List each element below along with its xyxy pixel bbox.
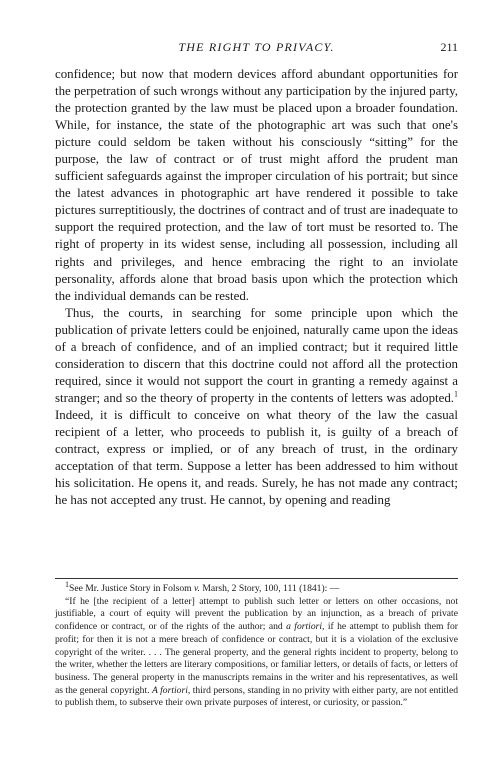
footnote-marker: 1	[65, 579, 69, 589]
footnote-quote	[55, 596, 458, 710]
page-number: 211	[440, 40, 458, 54]
body-text	[55, 66, 458, 509]
paragraph-1: confidence; but now that modern devices afford abundant opportunities for the perpetration of such wrongs without any participation by the injured party, the protection granted by the law must be placed upon a broader foundation. While, for instance, the state of the photographic art was such that one's picture could seldom be taken without his consciously “sitting” for the purpose, the law of contract or of trust might afford the prudent man sufficient safeguards against the improper circulation of his portrait; but since the latest advances in photographic art have rendered it possible to take pictures surreptitiously, the doctrines of contract and of trust are inadequate to support the required protection, and the law of tort must be resorted to. The right of property in its widest sense, including all possession, including all rights and privileges, and hence embracing the right to an inviolate personality, affords alone that broad basis upon which the protection which the individual demands can be rested.	[55, 67, 458, 303]
footnote-citation	[55, 579, 458, 596]
quote-a-fortiori-2: A fortiori	[151, 684, 188, 696]
quote-text-b: , if he attempt to publish them for profit; for then it is not a mere breach of confidence or contract, but it is a violation of the exclusive copyright of the writer. . . . The general property, and the general rights incident to property, belong to the writer, whether the letters are literary compositions, or familiar letters, or details of facts, or letters of business. The general property in the manuscripts remains in the writer and his representatives, as well as the general copyright.	[55, 621, 458, 696]
citation-versus: v.	[194, 583, 200, 594]
paragraph-2	[55, 305, 458, 510]
paragraph-2-text-b: Indeed, it is difficult to conceive on what theory of the law the casual recipient of a letter, who proceeds to publish it, is guilty of a breach of contract, express or implied, or of any breach of trust, in the ordinary acceptation of that term. Suppose a letter has been addressed to him without his solicitation. He opens it, and reads. Surely, he has not made any contract; he has not accepted any trust. He cannot, by opening and reading	[55, 407, 458, 508]
footnotes	[55, 579, 459, 710]
paragraph-2-text-a: Thus, the courts, in searching for some principle upon which the publication of private letters could be enjoined, naturally came upon the ideas of a breach of confidence, and of an implied contract; but it required little consideration to discern that this doctrine could not afford all the protection required, since it would not support the court in granting a remedy against a stranger; and so the theory of property in the contents of letters was adopted.	[55, 305, 458, 405]
running-head	[55, 40, 458, 60]
citation-text-b: Marsh, 2 Story, 100, 111 (1841): —	[199, 583, 340, 594]
running-title: THE RIGHT TO PRIVACY.	[178, 40, 335, 54]
quote-a-fortiori-1: a fortiori	[286, 621, 323, 633]
footnote-reference: 1	[454, 389, 458, 399]
citation-text-a: See Mr. Justice Story in Folsom	[69, 583, 194, 594]
quote-text-a: “If he [the recipient of a letter] attempt to publish such letter or letters on other occasions, not justifiable, a court of equity will prevent the publication by an injunction, as a breach of private confidence or contract, or of the rights of the author; and	[55, 595, 458, 633]
footnote-rule	[55, 578, 458, 579]
quote-text-c: , third persons, standing in no privity with either party, are not entitled to publish them, to subserve their own private purposes of interest, or curiosity, or passion.”	[55, 684, 459, 709]
